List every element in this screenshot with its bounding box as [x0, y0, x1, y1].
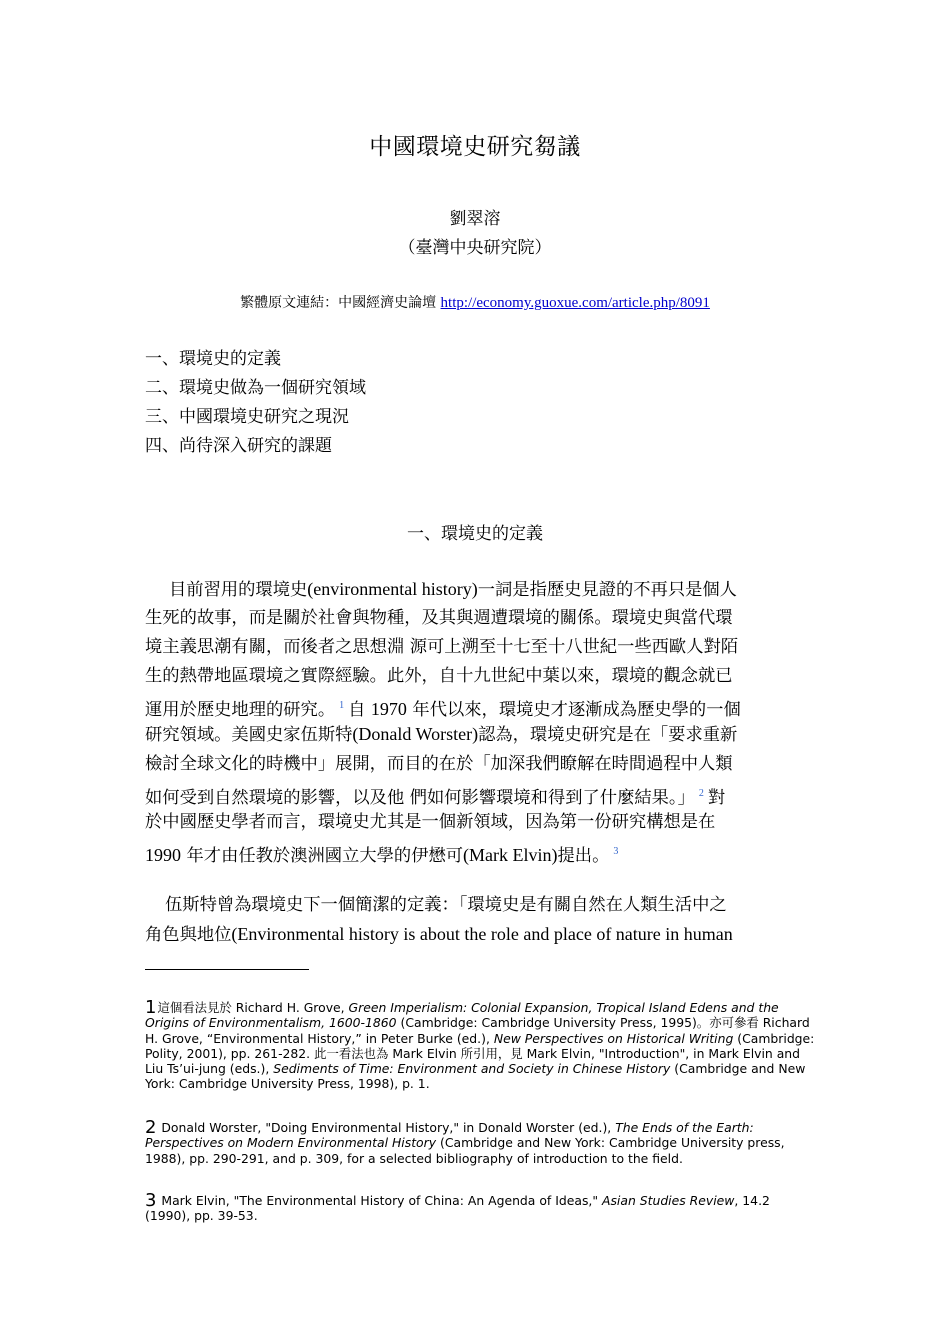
paragraph-line: 目前習用的環境史(environmental history)一詞是指歷史見證的不再只是個人	[169, 579, 737, 600]
paragraph-line: 運用於歷史地理的研究。 $^1$ 自 1970 年代以來，環境史才逐漸成為歷史學的一個	[145, 699, 741, 721]
body-paragraph-2	[145, 891, 810, 949]
author-name: 劉翠溶	[449, 209, 501, 229]
paragraph-line: 伍斯特曾為環境史下一個簡潔的定義：「環境史是有關自然在人類生活中之	[165, 895, 727, 915]
source-line	[0, 292, 950, 312]
toc-item: 三、中國環境史研究之現況	[145, 407, 349, 427]
footnote-3: 3 Mark Elvin, "The Environmental History of China: An Agenda of Ideas," Asian Studies Review, 14.2 (1990), pp. 39-53.	[145, 1190, 770, 1224]
table-of-contents	[145, 345, 366, 461]
section-heading: 一、環境史的定義	[407, 524, 543, 544]
toc-item: 一、環境史的定義	[145, 349, 281, 369]
source-link[interactable]: http://economy.guoxue.com/article.php/8091	[440, 295, 710, 311]
body-paragraph-1	[145, 575, 810, 866]
paragraph-line: 於中國歷史學者而言，環境史尤其是一個新領域，因為第一份研究構想是在	[145, 811, 716, 832]
paragraph-line: 檢討全球文化的時機中」展開，而目的在於「加深我們瞭解在時間過程中人類	[145, 753, 733, 774]
paragraph-line: 研究領域。美國史家伍斯特(Donald Worster)認為，環境史研究是在「要求重新	[145, 724, 738, 746]
footnote-ref-3[interactable]: 3	[613, 845, 619, 857]
footnote-ref-1[interactable]: 1	[339, 700, 345, 712]
paragraph-line: 生的熱帶地區環境之實際經驗。此外，自十九世紀中葉以來，環境的觀念就已	[145, 666, 733, 687]
page-title: 中國環境史研究芻議	[369, 134, 581, 160]
paragraph-line: 1990 年才由任教於澳洲國立大學的伊懋可(Mark Elvin)提出。 $^3$	[145, 844, 619, 866]
author-affiliation: （臺灣中央研究院）	[398, 238, 552, 258]
footnote-number: 2	[145, 1117, 157, 1138]
footnote-ref-2[interactable]: 2	[698, 787, 704, 799]
footnote-number: 1	[145, 997, 157, 1018]
footnote-2: 2 Donald Worster, "Doing Environmental History," in Donald Worster (ed.), The Ends of the Earth: Perspectives on Modern Environmental History (Cambridge and New York: Cambridge University press, 1988), pp. 290-291, and p. 309, for a selected bibliography of introduction to the field.	[145, 1117, 785, 1166]
footnote-separator	[145, 969, 309, 970]
footnote-1: 1這個看法見於 Richard H. Grove, Green Imperialism: Colonial Expansion, Tropical Island Edens and the Origins of Environmentalism, 1600-1860 (Cambridge: Cambridge University Press, 1995)。亦可參看 Richard H. Grove, “Environmental History,” in Peter Burke (ed.), New Perspectives on Historical Writing (Cambridge: Polity, 2001), pp. 261-282. 此一看法也為 Mark Elvin 所引用，見 Mark Elvin, "Introduction", in Mark Elvin and Liu Ts’ui-jung (eds.), Sediments of Time: Environment and Society in Chinese History (Cambridge and New York: Cambridge University Press, 1998), p. 1.	[145, 997, 815, 1092]
paragraph-line: 境主義思潮有關，而後者之思想淵 源可上溯至十七至十八世紀一些西歐人對陌	[145, 637, 739, 658]
source-label: 繁體原文連結：中國經濟史論壇	[240, 295, 437, 311]
footnote-number: 3	[145, 1190, 157, 1211]
toc-item: 二、環境史做為一個研究領域	[145, 378, 366, 398]
paragraph-line: 生死的故事，而是關於社會與物種，及其與週遭環境的關係。環境史與當代環	[145, 608, 733, 629]
paragraph-line: 如何受到自然環境的影響，以及他 們如何影響環境和得到了什麼結果。」 $^2$ 對	[145, 787, 726, 808]
toc-item: 四、尚待深入研究的課題	[145, 436, 332, 456]
paragraph-line: 角色與地位(Environmental history is about the role and place of nature in human	[145, 924, 733, 946]
